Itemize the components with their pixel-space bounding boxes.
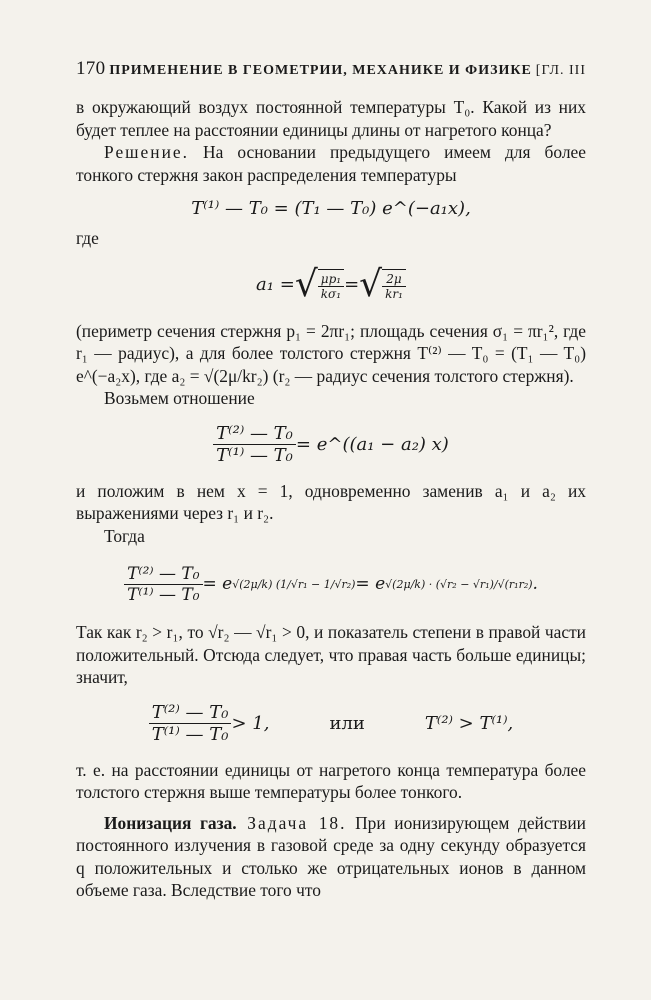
exp-end: . [532,574,538,594]
paragraph-6: Тогда [104,525,145,546]
concl-gt: > 1, [231,713,270,734]
paragraph-2-text: На основании предыдущего имеем для более тонкого стержня закон распределения температуры [76,142,586,185]
exp-eq-1: = e [202,574,233,594]
formula-ratio [76,414,586,476]
frac-den-2: kr₁ [385,286,403,301]
task-label: Задача 18. [236,812,347,833]
exponent-1: √(2μ/k) (1/√r₁ − 1/√r₂) [232,577,356,591]
paragraph-4: Возьмем отношение [104,388,255,408]
ratio-den: T⁽¹⁾ — T₀ [216,445,293,466]
section-heading: Ионизация газа. [104,812,237,833]
paragraph-9-text: При ионизирующем действии постоянного излучения в газовой среде за одну секунду образуется q положительных и столько же отрицательных ионов в данном объеме газа. Вследствие того что [76,812,586,900]
paragraph-2 [76,141,586,186]
paragraph-7: Так как r₂ > r₁, то √r₂ — √r₁ > 0, и показатель степени в правой части положительный. Отсюда следует, что правая часть больше единицы; значит, [76,622,586,687]
solution-label: Решение. [104,142,189,162]
concl-rhs: T⁽²⁾ > T⁽¹⁾, [424,713,514,734]
exp-eq-2: = e [355,574,386,594]
exp-num: T⁽²⁾ — T₀ [124,564,202,585]
frac-num-2: 2μ [382,272,406,287]
where-label: где [76,228,99,248]
exponent-2: √(2μ/k) · (√r₂ − √r₁)/√(r₁r₂) [385,577,533,591]
page [76,58,586,902]
sqrt-1: √ $\frac{\text{μp₁}}{\text{kσ₁}}$ [295,264,344,305]
running-header [76,58,586,80]
formula-exponent [76,551,586,617]
concl-or: или [329,713,365,734]
frac-den-1: kσ₁ [320,286,342,301]
running-title: ПРИМЕНЕНИЕ В ГЕОМЕТРИИ, МЕХАНИКЕ И ФИЗИКЕ [109,63,532,78]
frac-num-1: μp₁ [318,272,344,287]
ratio-fraction [213,423,296,466]
formula-temperature-1: T⁽¹⁾ — T₀ = (T₁ — T₀) e^(−a₁x), [191,198,471,219]
paragraph-3: (периметр сечения стержня p₁ = 2πr₁; площадь сечения σ₁ = πr₁², где r₁ — радиус), а для более толстого стержня T⁽²⁾ — T₀ = (T₁ — T₀) e^(−a₂x), где a₂ = √(2μ/kr₂) (r₂ — радиус сечения толстого стержня). [76,320,586,386]
exp-fraction [124,564,202,605]
formula-a1 [76,254,586,316]
paragraph-8: т. е. на расстоянии единицы от нагретого конца температура более толстого стержня выше температуры более тонкого. [76,759,586,802]
formula-a1-eq: = [344,274,360,295]
formula-a1-lhs: a₁ = [256,274,295,295]
sqrt-2: √ $\frac{2\mu}{\text{kr₁}}$ [359,264,406,305]
paragraph-5: и положим в нем x = 1, одновременно заменив a₁ и a₂ их выражениями через r₁ и r₂. [76,480,586,523]
concl-num: T⁽²⁾ — T₀ [149,702,232,724]
ratio-num: T⁽²⁾ — T₀ [213,423,296,445]
concl-fraction [149,702,232,745]
paragraph-1: в окружающий воздух постоянной температуры T₀. Какой из них будет теплее на расстоянии единицы длины от нагретого конца? [76,97,586,140]
concl-den: T⁽¹⁾ — T₀ [151,724,229,745]
exp-den: T⁽¹⁾ — T₀ [127,584,200,605]
page-number: 170 [76,58,106,79]
ratio-rhs: = e^((a₁ − a₂) x) [295,434,449,455]
formula-conclusion [76,693,586,755]
chapter-marker: [ГЛ. III [535,63,586,78]
paragraph-9 [76,812,586,902]
